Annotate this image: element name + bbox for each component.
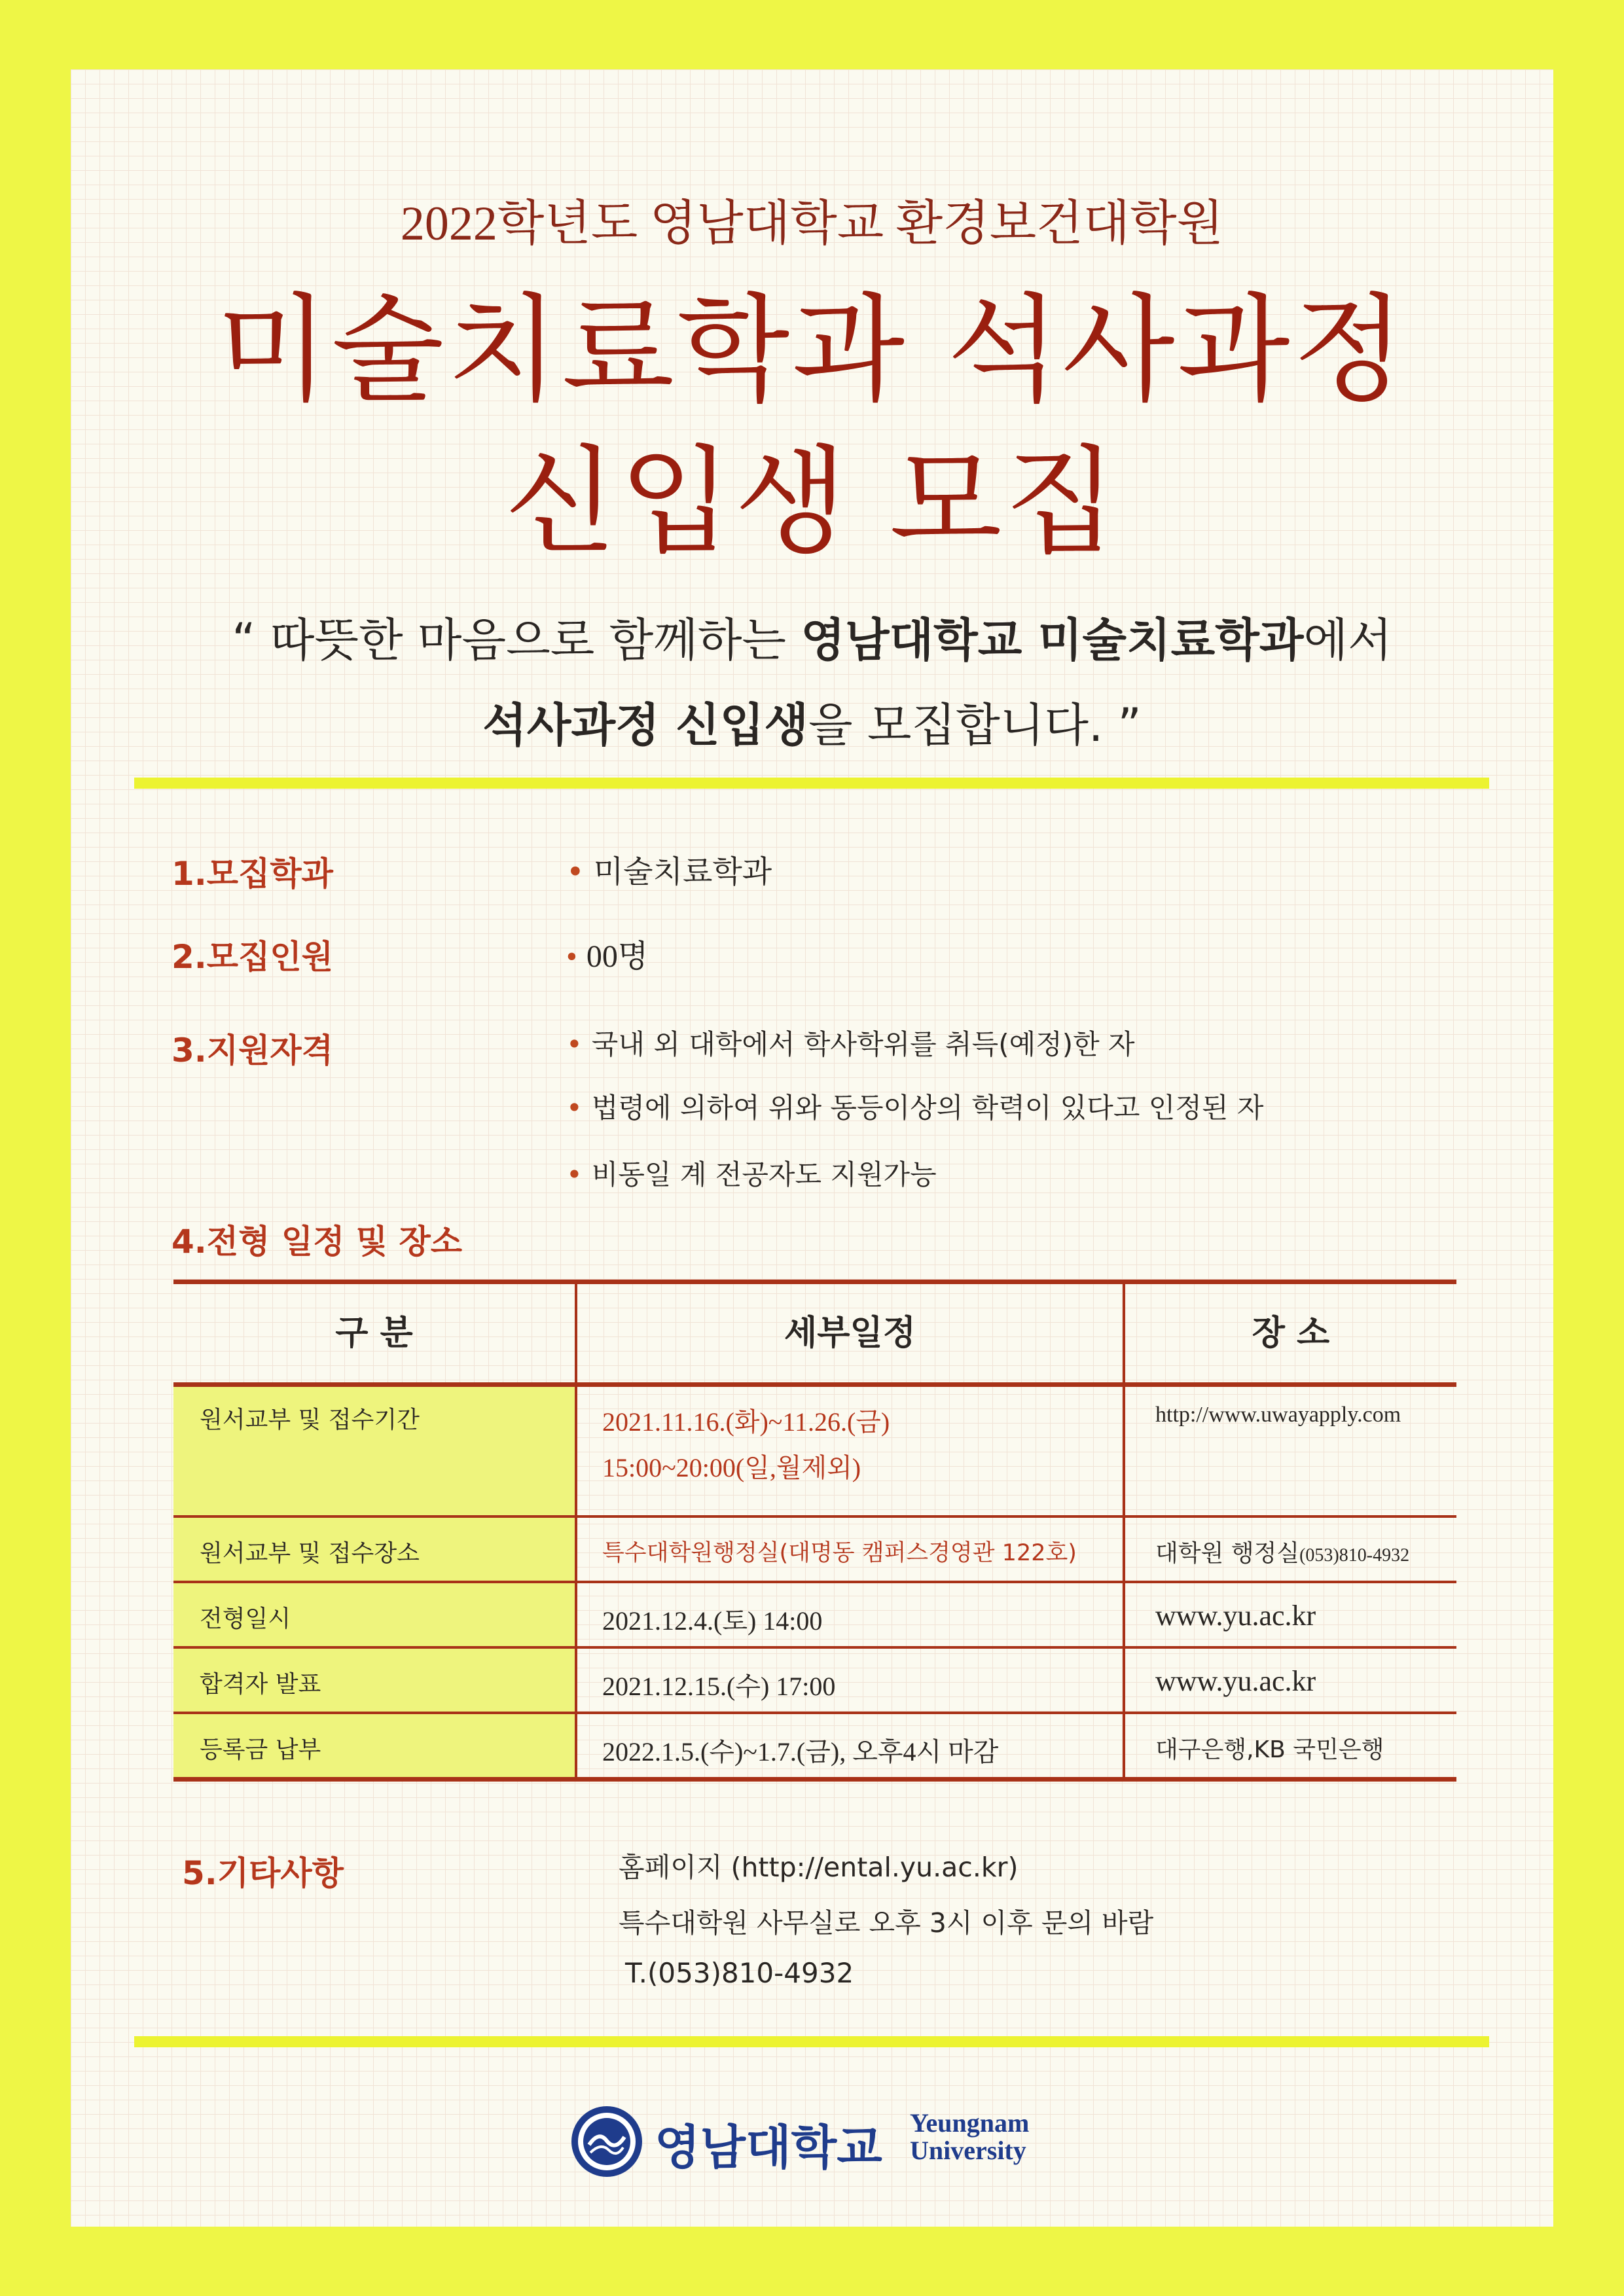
section-1-value <box>566 848 772 891</box>
table-row <box>173 1649 1456 1714</box>
bullet-text: 00명 <box>586 939 649 974</box>
bullet-text: 비동일 계 전공자도 지원가능 <box>591 1158 937 1191</box>
row-place: http://www.uwayapply.com <box>1155 1403 1401 1427</box>
qualification-item <box>566 1153 937 1193</box>
header-detail: 세부일정 <box>784 1314 916 1353</box>
divider-top <box>134 778 1489 789</box>
row-detail: 2021.12.4.(토) 14:00 <box>602 1606 823 1636</box>
row-place: 대구은행,KB 국민은행 <box>1155 1736 1384 1763</box>
row-category: 등록금 납부 <box>200 1736 321 1763</box>
schedule-table <box>173 1280 1456 1782</box>
row-detail: 15:00~20:00(일,월제외) <box>602 1453 861 1482</box>
logo-english <box>910 2109 1029 2164</box>
place-phone: (053)810-4932 <box>1299 1545 1410 1566</box>
row-place <box>1155 1535 1409 1568</box>
intro-bold: 석사과정 신입생 <box>482 698 808 752</box>
bullet-text: 미술치료학과 <box>593 854 772 890</box>
logo-english-line: Yeungnam <box>910 2108 1030 2138</box>
misc-inquiry: 특수대학원 사무실로 오후 3시 이후 문의 바람 <box>619 1907 1154 1939</box>
header-place: 장 소 <box>1252 1314 1330 1353</box>
table-row <box>173 1714 1456 1782</box>
section-4-label: 4.전형 일정 및 장소 <box>171 1223 463 1261</box>
section-1-label: 1.모집학과 <box>171 855 333 893</box>
bullet-text: 법령에 의하여 위와 동등이상의 학력이 있다고 인정된 자 <box>591 1092 1264 1124</box>
bullet-icon: • <box>566 1158 583 1191</box>
intro-text: 에서 <box>1303 613 1392 667</box>
row-category: 원서교부 및 접수장소 <box>200 1540 420 1567</box>
row-category: 합격자 발표 <box>200 1671 321 1698</box>
misc-homepage: 홈페이지 (http://ental.yu.ac.kr) <box>619 1852 1019 1883</box>
section-3-label: 3.지원자격 <box>171 1031 333 1069</box>
bullet-icon: • <box>566 1028 583 1060</box>
bullet-text: 국내 외 대학에서 학사학위를 취득(예정)한 자 <box>591 1028 1135 1060</box>
intro-text: “ 따뜻한 마음으로 함께하는 <box>232 613 801 667</box>
intro-quote-line2 <box>0 689 1624 755</box>
bullet-icon: • <box>566 854 585 890</box>
intro-bold: 영남대학교 미술치료학과 <box>801 613 1304 667</box>
divider-bottom <box>134 2036 1489 2047</box>
table-header <box>173 1280 1456 1387</box>
table-row <box>173 1387 1456 1518</box>
row-place: www.yu.ac.kr <box>1155 1600 1316 1632</box>
section-5-label: 5.기타사항 <box>182 1854 344 1892</box>
header-category: 구 분 <box>335 1314 413 1353</box>
row-detail: 2021.12.15.(수) 17:00 <box>602 1672 836 1701</box>
table-row <box>173 1583 1456 1649</box>
qualification-item <box>566 1086 1263 1126</box>
logo-english-line: University <box>910 2136 1026 2165</box>
qualification-item <box>566 1023 1135 1062</box>
university-seal-icon <box>569 2104 645 2179</box>
section-2-label: 2.모집인원 <box>171 938 333 976</box>
logo-korean: 영남대학교 <box>655 2120 882 2175</box>
bullet-icon: • <box>566 939 577 974</box>
row-detail: 2021.11.16.(화)~11.26.(금) <box>602 1407 890 1437</box>
row-detail: 특수대학원행정실(대명동 캠퍼스경영관 122호) <box>602 1540 1077 1566</box>
intro-quote-line1 <box>0 603 1624 670</box>
intro-text: 을 모집합니다. ” <box>808 698 1142 752</box>
poster-title-line2: 신입생 모집 <box>504 434 1120 569</box>
poster-title-line1: 미술치료학과 석사과정 <box>216 282 1408 418</box>
bullet-icon: • <box>566 1092 583 1124</box>
row-category: 원서교부 및 접수기간 <box>200 1407 420 1433</box>
place-text: 대학원 행정실 <box>1155 1540 1300 1567</box>
misc-phone: T.(053)810-4932 <box>625 1957 854 1989</box>
row-place: www.yu.ac.kr <box>1155 1665 1316 1697</box>
poster-subtitle: 2022학년도 영남대학교 환경보건대학원 <box>400 197 1224 251</box>
section-2-value <box>566 931 648 976</box>
table-row <box>173 1518 1456 1583</box>
row-category: 전형일시 <box>200 1605 291 1632</box>
row-detail: 2022.1.5.(수)~1.7.(금), 오후4시 마감 <box>602 1737 999 1767</box>
